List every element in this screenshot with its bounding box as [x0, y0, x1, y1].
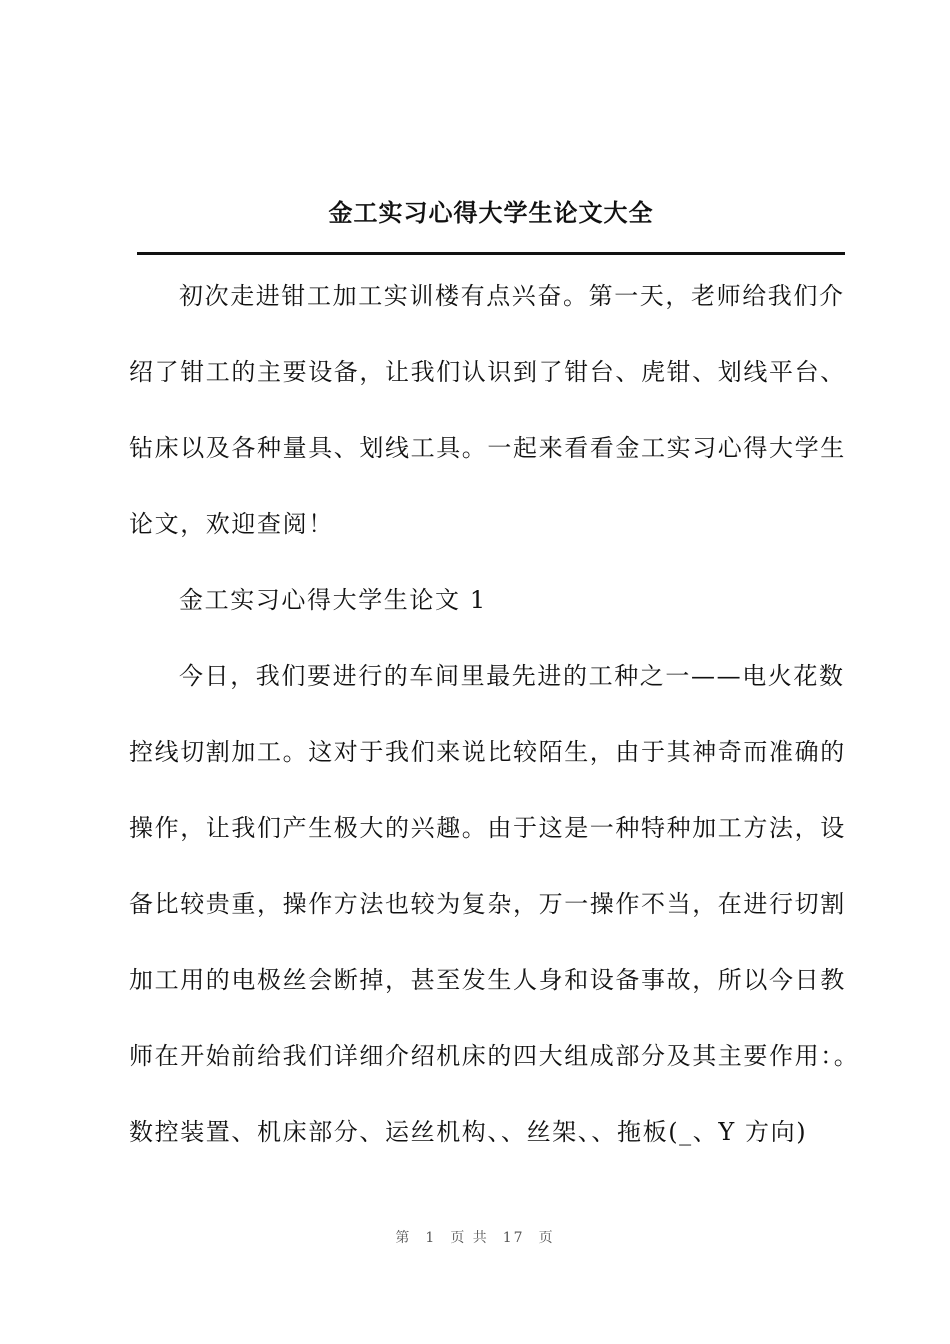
body-text: [129, 258, 860, 1170]
footer-suffix: 页: [538, 1230, 555, 1246]
paragraph-line: 绍了钳工的主要设备，让我们认识到了钳台、虎钳、划线平台、: [129, 358, 846, 386]
document-title: 金工实习心得大学生论文大全: [328, 198, 654, 227]
paragraph-line: 师在开始前给我们详细介绍机床的四大组成部分及其主要作用：。: [129, 1042, 860, 1070]
paragraph-line: 操作，让我们产生极大的兴趣。由于这是一种特种加工方法，设: [129, 814, 846, 842]
title-divider: [137, 252, 845, 255]
footer-prefix: 第: [395, 1230, 412, 1246]
paragraph-line: 控线切割加工。这对于我们来说比较陌生，由于其神奇而准确的: [129, 738, 846, 766]
total-pages: 17: [502, 1230, 525, 1246]
paragraph-line: 论文，欢迎查阅！: [129, 510, 334, 538]
paragraph-line: 今日，我们要进行的车间里最先进的工种之一——电火花数: [179, 662, 845, 690]
section-heading: 金工实习心得大学生论文 1: [179, 586, 487, 614]
paragraph-line: 初次走进钳工加工实训楼有点兴奋。第一天，老师给我们介: [179, 282, 845, 310]
paragraph-line: 备比较贵重，操作方法也较为复杂，万一操作不当，在进行切割: [129, 890, 846, 918]
footer-middle: 页 共: [450, 1230, 489, 1246]
page-number: 1: [425, 1230, 437, 1246]
page-footer: [0, 1228, 950, 1248]
paragraph-line: 钻床以及各种量具、划线工具。一起来看看金工实习心得大学生: [129, 434, 846, 462]
paragraph-line: 数控装置、机床部分、运丝机构、、丝架、、拖板(_、Y 方向): [129, 1118, 808, 1146]
paragraph-line: 加工用的电极丝会断掉，甚至发生人身和设备事故，所以今日教: [129, 966, 846, 994]
